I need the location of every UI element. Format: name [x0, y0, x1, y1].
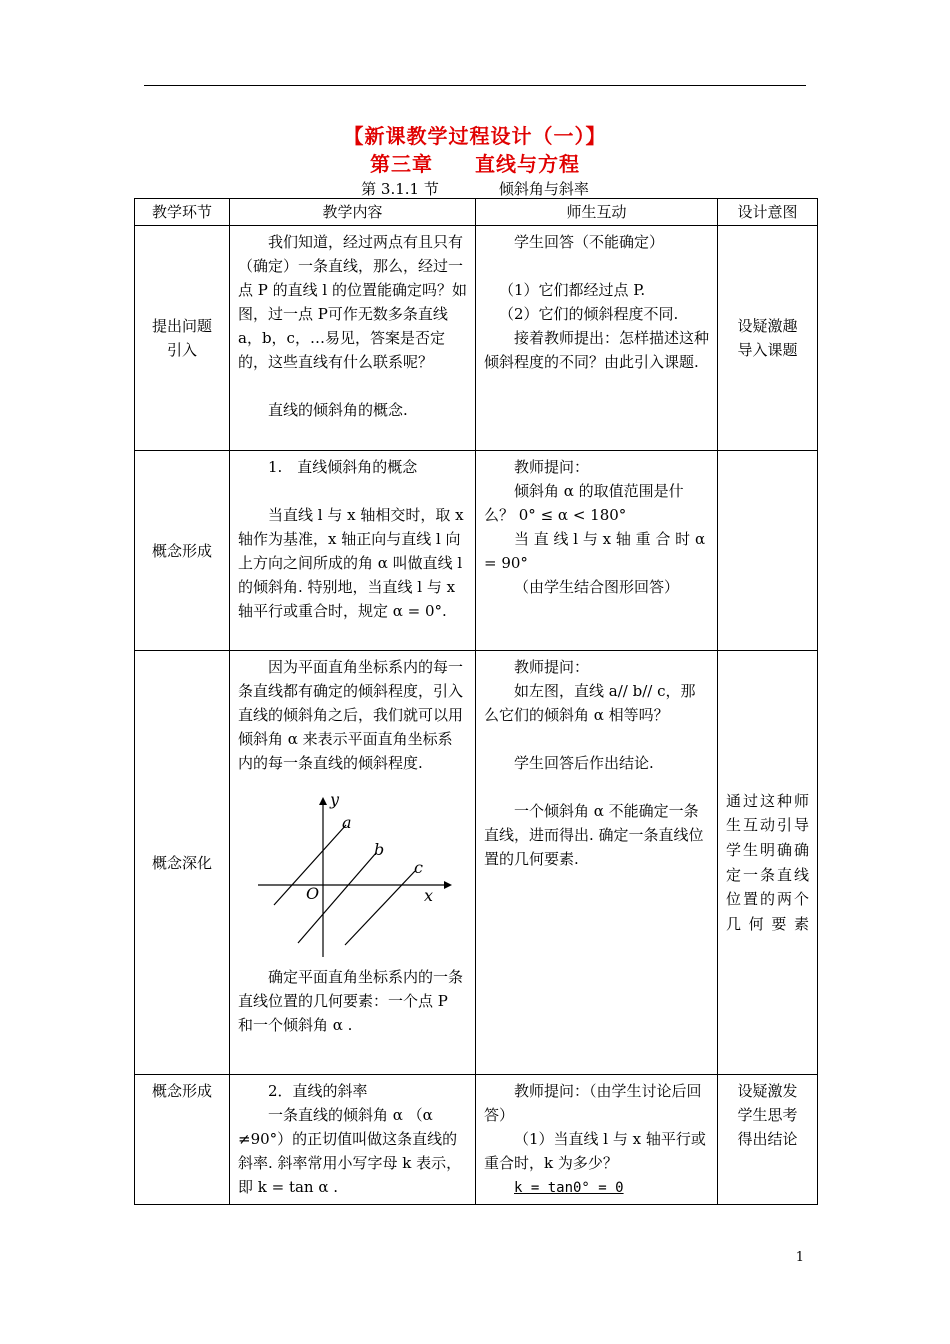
interaction-cell [476, 226, 718, 451]
origin-label: O [306, 884, 320, 903]
interaction-line: 教师提问： [514, 658, 590, 676]
label-c: c [414, 858, 423, 877]
stage-cell: 概念深化 [135, 651, 230, 1075]
intent-cell [718, 226, 818, 451]
interaction-line: 接着教师提出：怎样描述这种倾斜程度的不同？由此引入课题. [484, 329, 710, 371]
interaction-cell [476, 1075, 718, 1205]
header-rule [144, 85, 806, 86]
interaction-line: 教师提问：（由学生讨论后回答） [484, 1082, 702, 1124]
interaction-line: 当 直 线 l 与 x 轴 重 合 时 α = 90° [484, 530, 706, 572]
content-heading: 2．直线的斜率 [268, 1082, 368, 1100]
header-content: 教学内容 [230, 199, 476, 226]
interaction-line: 学生回答（不能确定） [514, 233, 665, 251]
header-interaction: 师生互动 [476, 199, 718, 226]
formula-k-zero: k = tan0° = 0 [514, 1180, 624, 1196]
content-cell [230, 651, 476, 1075]
x-label: x [424, 886, 434, 905]
header-stage: 教学环节 [135, 199, 230, 226]
label-b: b [374, 840, 385, 859]
content-paragraph: 直线的倾斜角的概念. [268, 401, 408, 419]
y-axis-arrow [319, 797, 327, 805]
interaction-line: （1）当直线 l 与 x 轴平行或重合时，k 为多少？ [484, 1130, 706, 1172]
line-c [345, 871, 415, 945]
y-label: y [330, 790, 340, 809]
chapter-title: 第三章 直线与方程 [370, 152, 580, 176]
table-header-row [135, 199, 818, 226]
interaction-line: （2）它们的倾斜程度不同. [499, 305, 679, 323]
content-paragraph: 我们知道，经过两点有且只有（确定）一条直线，那么，经过一点 P 的直线 l 的位置能确定吗？如图，过一点 P可作无数多条直线 a，b，c，…易见，答案是否定的，这些直线有什么联系呢？ [238, 233, 467, 371]
stage-cell [135, 226, 230, 451]
intent-text: 设疑激发学生思考得出结论 [737, 1082, 798, 1148]
interaction-line: 倾斜角 α 的取值范围是什么？ 0° ≤ α < 180° [484, 482, 684, 524]
intent-text: 设疑激趣导入课题 [737, 317, 798, 359]
interaction-line: 学生回答后作出结论. [514, 754, 654, 772]
intent-cell [718, 1075, 818, 1205]
table-row [135, 451, 818, 651]
interaction-cell [476, 651, 718, 1075]
content-paragraph: 确定平面直角坐标系内的一条直线位置的几何要素：一个点 P 和一个倾斜角 α . [238, 968, 464, 1034]
table-row [135, 651, 818, 1075]
content-heading: 1. 直线倾斜角的概念 [268, 458, 418, 476]
content-cell [230, 451, 476, 651]
content-paragraph: 当直线 l 与 x 轴相交时，取 x 轴作为基准，x 轴正向与直线 l 向上方向之间所成的角 α 叫做直线 l 的倾斜角. 特别地，当直线 l 与 x 轴平行或重合时，规定 α = 0°. [238, 506, 464, 620]
label-a: a [342, 813, 352, 832]
interaction-line: 一个倾斜角 α 不能确定一条直线，进而得出. 确定一条直线位置的几何要素. [484, 802, 704, 868]
interaction-line: 如左图，直线 a// b// c，那么它们的倾斜角 α 相等吗？ [484, 682, 696, 724]
intent-cell: 通过这种师生互动引导学生明确确定一条直线位置的两个几何要素 [718, 651, 818, 1075]
interaction-line: （1）它们都经过点 P. [499, 281, 646, 299]
content-paragraph: 因为平面直角坐标系内的每一条直线都有确定的倾斜程度，引入直线的倾斜角之后，我们就可以用倾斜角 α 来表示平面直角坐标系内的每一条直线的倾斜程度. [238, 658, 464, 772]
interaction-cell [476, 451, 718, 651]
page-title: 【新课教学过程设计（一）】 [343, 124, 607, 148]
interaction-line: 教师提问： [514, 458, 590, 476]
interaction-line: （由学生结合图形回答） [514, 578, 680, 596]
parallel-lines-figure [238, 775, 467, 965]
table-row [135, 1075, 818, 1205]
header-intent: 设计意图 [718, 199, 818, 226]
page-number: 1 [795, 1250, 804, 1265]
x-axis-arrow [444, 881, 452, 889]
stage-cell: 概念形成 [135, 451, 230, 651]
content-cell [230, 226, 476, 451]
intent-cell [718, 451, 818, 651]
content-paragraph: 一条直线的倾斜角 α （α ≠90°）的正切值叫做这条直线的斜率. 斜率常用小写字母 k 表示，即 k = tan α . [238, 1106, 462, 1196]
stage-cell: 概念形成 [135, 1075, 230, 1205]
section-title: 第 3.1.1 节 倾斜角与斜率 [361, 180, 589, 198]
table-row [135, 226, 818, 451]
content-cell [230, 1075, 476, 1205]
stage-text: 提出问题引入 [151, 317, 212, 359]
lesson-table [134, 198, 818, 1205]
